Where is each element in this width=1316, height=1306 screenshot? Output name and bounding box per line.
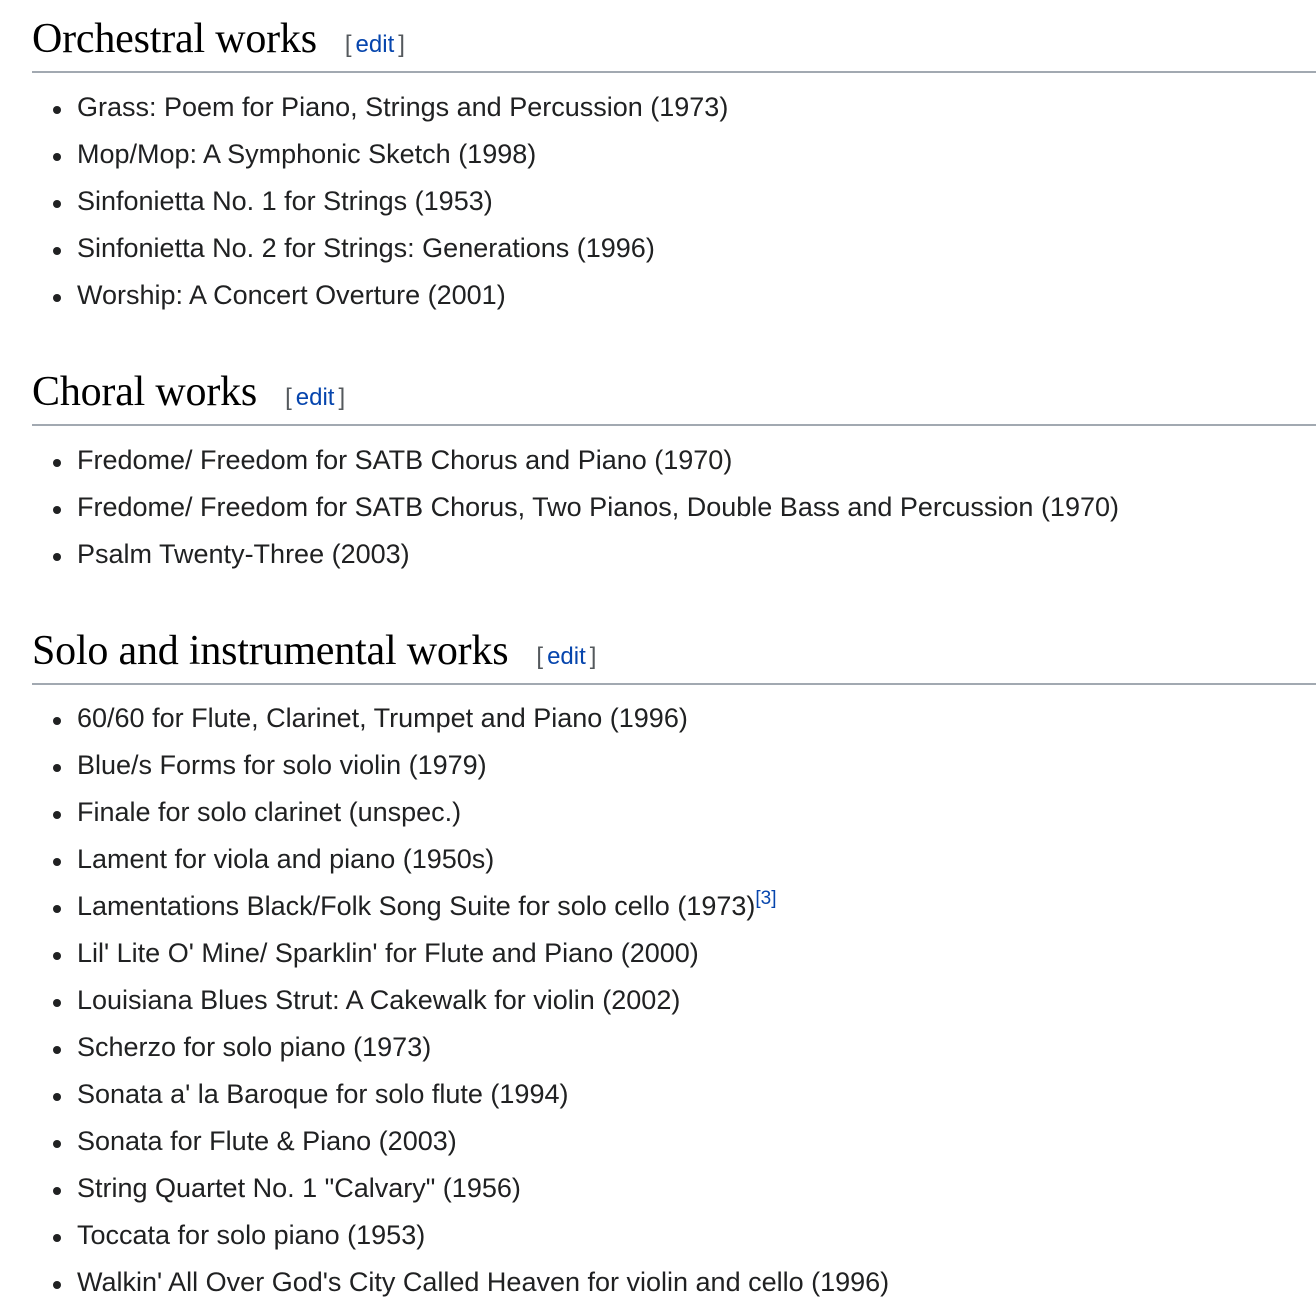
list-item: Scherzo for solo piano (1973) <box>32 1024 1316 1071</box>
edit-bracket-open: [ <box>285 384 292 411</box>
works-list <box>32 695 1316 1306</box>
edit-bracket-open: [ <box>536 643 544 670</box>
edit-section-link-group <box>285 384 345 412</box>
edit-section-link-group <box>536 643 596 671</box>
list-item: Worship: A Concert Overture (2001) <box>32 272 1316 319</box>
list-item: String Quartet No. 1 "Calvary" (1956) <box>32 1165 1316 1212</box>
section-heading <box>32 353 1316 426</box>
list-item: Toccata for solo piano (1953) <box>32 1212 1316 1259</box>
section-title: Choral works <box>32 369 258 415</box>
edit-section-link-group <box>345 31 405 59</box>
list-item: 60/60 for Flute, Clarinet, Trumpet and Piano (1996) <box>32 695 1316 742</box>
list-item: Walkin' All Over God's City Called Heaven for violin and cello (1996) <box>32 1259 1316 1306</box>
list-item: Finale for solo clarinet (unspec.) <box>32 789 1316 836</box>
section-title: Solo and instrumental works <box>32 628 509 674</box>
section-heading <box>32 612 1316 685</box>
article-content <box>32 0 1316 1306</box>
works-list <box>32 437 1316 578</box>
list-item: Fredome/ Freedom for SATB Chorus and Piano (1970) <box>32 437 1316 484</box>
list-item: Fredome/ Freedom for SATB Chorus, Two Pianos, Double Bass and Percussion (1970) <box>32 484 1316 531</box>
list-item: Lament for viola and piano (1950s) <box>32 836 1316 883</box>
works-list <box>32 84 1316 319</box>
edit-section-link[interactable]: edit <box>295 384 335 411</box>
section-choral-works <box>32 353 1316 578</box>
edit-bracket-open: [ <box>344 31 352 58</box>
edit-bracket-close: ] <box>398 31 405 58</box>
section-heading <box>32 0 1316 73</box>
section-solo-instrumental-works <box>32 612 1316 1306</box>
edit-section-link[interactable]: edit <box>355 31 395 58</box>
edit-section-link[interactable]: edit <box>547 643 586 670</box>
list-item-text: Lamentations Black/Folk Song Suite for solo cello (1973) <box>77 891 756 921</box>
edit-bracket-close: ] <box>589 643 597 670</box>
list-item: Lil' Lite O' Mine/ Sparklin' for Flute and Piano (2000) <box>32 930 1316 977</box>
list-item: Sinfonietta No. 1 for Strings (1953) <box>32 178 1316 225</box>
list-item: Blue/s Forms for solo violin (1979) <box>32 742 1316 789</box>
list-item: Mop/Mop: A Symphonic Sketch (1998) <box>32 131 1316 178</box>
list-item: Sonata for Flute & Piano (2003) <box>32 1118 1316 1165</box>
list-item: Sonata a' la Baroque for solo flute (1994) <box>32 1071 1316 1118</box>
list-item: Grass: Poem for Piano, Strings and Percussion (1973) <box>32 84 1316 131</box>
footnote-link[interactable]: [3] <box>755 888 777 909</box>
list-item: Louisiana Blues Strut: A Cakewalk for violin (2002) <box>32 977 1316 1024</box>
section-title: Orchestral works <box>32 16 317 62</box>
list-item: Sinfonietta No. 2 for Strings: Generations (1996) <box>32 225 1316 272</box>
section-orchestral-works <box>32 0 1316 319</box>
footnote-reference <box>755 888 776 909</box>
list-item: Psalm Twenty-Three (2003) <box>32 531 1316 578</box>
list-item <box>32 883 1316 930</box>
edit-bracket-close: ] <box>338 384 346 411</box>
